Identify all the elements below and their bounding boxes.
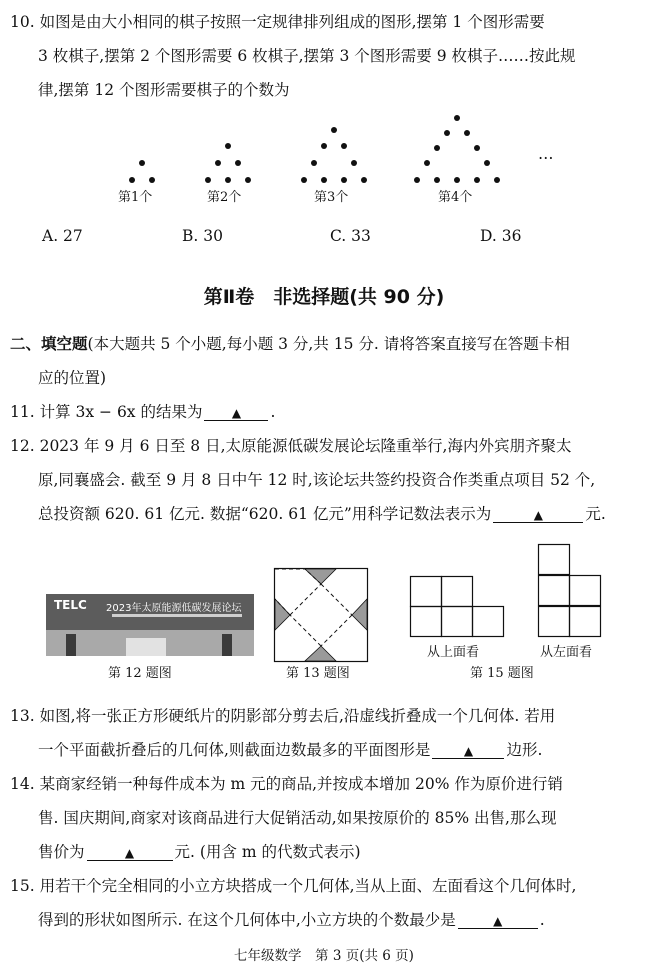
fig15-left-view-label: 从左面看	[540, 645, 593, 660]
q14-line-1: 14. 某商家经销一种每件成本为 m 元的商品,并按成本增加 20% 作为原价进行销	[10, 775, 563, 793]
q10-ellipsis: …	[538, 145, 554, 163]
fig13-square-net	[274, 568, 368, 662]
blank-marker-icon: ▲	[124, 846, 135, 860]
q13-line-1: 13. 如图,将一张正方形硬纸片的阴影部分剪去后,沿虚线折叠成一个几何体. 若用	[10, 707, 556, 725]
part2-instructions-2: 应的位置)	[38, 369, 107, 387]
q11-period: .	[270, 403, 276, 421]
fig15-top-view	[410, 576, 506, 638]
dot-figure-2-label: 第2个	[207, 190, 242, 205]
q12-text: 总投资额 620. 61 亿元. 数据“620. 61 亿元”用科学记数法表示为	[38, 505, 492, 523]
q14-text: 售价为	[38, 843, 85, 861]
fig13-caption: 第 13 题图	[286, 666, 350, 681]
part2-heading: 二、填空题	[10, 335, 88, 353]
fig15-caption: 第 15 题图	[470, 666, 534, 681]
dot-figure-4	[414, 115, 500, 183]
part2-instructions-1: (本大题共 5 个小题,每小题 3 分,共 15 分. 请将答案直接写在答题卡相	[87, 335, 570, 353]
fig12-caption: 第 12 题图	[108, 666, 172, 681]
q10-option-a: A. 27	[42, 227, 83, 245]
q12-answer-blank[interactable]	[493, 504, 583, 523]
dot-figure-1-label: 第1个	[118, 190, 153, 205]
q10-option-b: B. 30	[182, 227, 223, 245]
q15-line-2	[38, 910, 545, 930]
q11-line	[10, 402, 275, 422]
q10-line-3: 律,摆第 12 个图形需要棋子的个数为	[38, 81, 290, 99]
blank-marker-icon: ▲	[533, 508, 543, 522]
dot-figure-3	[301, 127, 367, 183]
q12-line-2: 原,同襄盛会. 截至 9 月 8 日中午 12 时,该论坛共签约投资合作类重点项目 52 个,	[38, 471, 596, 489]
q14-line-2: 售. 国庆期间,商家对该商品进行大促销活动,如果按原价的 85% 出售,那么现	[38, 809, 557, 827]
q11-answer-blank[interactable]	[204, 402, 268, 421]
q13-line-2	[38, 740, 542, 760]
part2-heading-line	[10, 334, 570, 354]
dot-figure-4-label: 第4个	[438, 190, 473, 205]
forum-photo	[46, 594, 254, 656]
forum-photo-banner: 2023年太原能源低碳发展论坛	[106, 603, 242, 614]
q13-answer-blank[interactable]	[432, 740, 504, 759]
q10-option-c: C. 33	[330, 227, 371, 245]
dot-figure-1	[129, 160, 155, 183]
q15-period: .	[539, 911, 545, 929]
q13-text: 一个平面截折叠后的几何体,则截面边数最多的平面图形是	[38, 741, 431, 759]
q14-unit: 元. (用含 m 的代数式表示)	[174, 843, 361, 861]
blank-marker-icon: ▲	[463, 744, 474, 758]
q12-unit: 元.	[585, 505, 606, 523]
q15-answer-blank[interactable]	[458, 910, 538, 929]
q14-answer-blank[interactable]	[87, 842, 173, 861]
forum-photo-logo: TELC	[54, 598, 87, 612]
page-footer: 七年级数学 第 3 页(共 6 页)	[234, 948, 414, 964]
q10-option-d: D. 36	[480, 227, 522, 245]
q14-line-3	[38, 842, 361, 862]
q15-text: 得到的形状如图所示. 在这个几何体中,小立方块的个数最少是	[38, 911, 456, 929]
q11-text: 11. 计算 3x − 6x 的结果为	[10, 403, 203, 421]
fig15-top-view-label: 从上面看	[427, 645, 480, 660]
section-title: 第Ⅱ卷 非选择题(共 90 分)	[203, 286, 445, 308]
q10-line-2: 3 枚棋子,摆第 2 个图形需要 6 枚棋子,摆第 3 个图形需要 9 枚棋子……按此规	[38, 47, 576, 65]
q12-line-1: 12. 2023 年 9 月 6 日至 8 日,太原能源低碳发展论坛隆重举行,海内外宾朋齐聚太	[10, 437, 572, 455]
dot-figure-3-label: 第3个	[314, 190, 349, 205]
blank-marker-icon: ▲	[493, 914, 503, 928]
blank-marker-icon: ▲	[231, 406, 242, 420]
dot-figure-2	[205, 143, 251, 183]
q10-line-1: 10. 如图是由大小相同的棋子按照一定规律排列组成的图形,摆第 1 个图形需要	[10, 13, 545, 31]
q15-line-1: 15. 用若干个完全相同的小立方块搭成一个几何体,当从上面、左面看这个几何体时,	[10, 877, 577, 895]
q13-unit: 边形.	[506, 741, 543, 759]
fig15-left-view	[538, 544, 604, 638]
q12-line-3	[38, 504, 606, 524]
